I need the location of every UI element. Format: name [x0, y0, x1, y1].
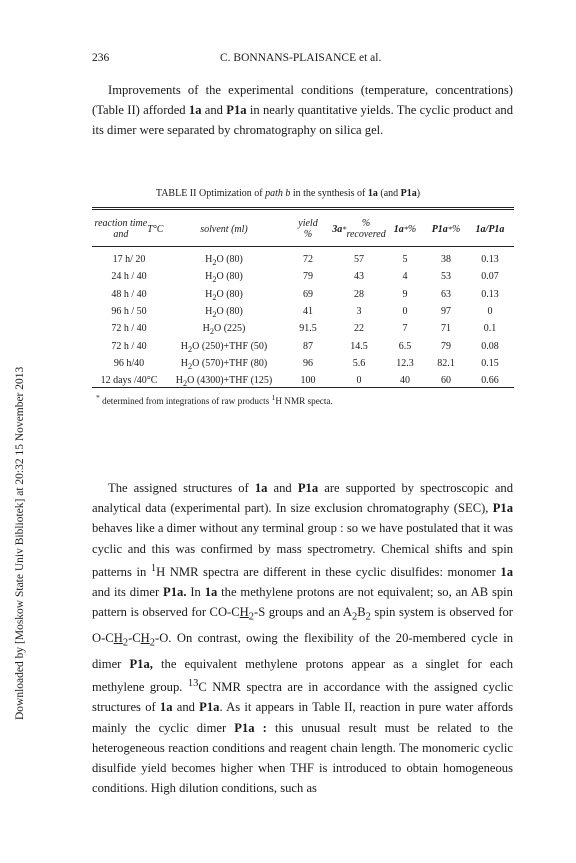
table-cell: 0.66 [481, 375, 499, 387]
table-cell: 71 [441, 323, 451, 335]
table-top-rule-double [92, 209, 514, 210]
table-cell: 17 h/ 20 [112, 254, 146, 265]
table-cell: 57 [354, 254, 364, 265]
table-caption: TABLE II Optimization of path b in the synthesis of 1a (and P1a) [155, 188, 421, 199]
table-cell: 0 [356, 375, 362, 387]
table-cell: 72 h / 40 [111, 340, 147, 352]
table-row [92, 319, 514, 338]
table-row [92, 250, 514, 269]
table-cell: $H_2O$ (225) [202, 323, 246, 337]
table-cell: 40 [400, 375, 410, 387]
table-cell: 87 [303, 340, 313, 352]
table-cell: 0.07 [481, 271, 499, 283]
table-cell: 0 [487, 305, 493, 317]
table-cell: $H_2O$ (80) [205, 305, 243, 319]
table-cell: 0.08 [481, 340, 499, 352]
table-cell: 14.5 [350, 340, 368, 352]
table-cell: $H_2O$ (80) [205, 271, 243, 285]
table-cell: 24 h / 40 [111, 271, 147, 283]
page-header [0, 52, 576, 68]
table-row [92, 354, 514, 373]
table-cell: 5 [402, 254, 408, 265]
table-cell: 79 [303, 271, 313, 283]
table-cell: 4 [402, 271, 408, 283]
column-header: 1a/P1a [475, 223, 505, 235]
table-header-row [92, 212, 514, 246]
table-cell: $H_2O$ (250)+THF (50) [180, 340, 268, 354]
column-header: 3a * % recovered [332, 218, 386, 240]
table-header-rule [92, 246, 514, 247]
table-cell: 38 [441, 254, 451, 265]
body-paragraph: The assigned structures of 1a and P1a are supported by spectroscopic and analytical data (experimental part). In size exclusion chromatography (SEC), P1a behaves like a dimer without any terminal group : so we have postulated that it was cyclic and this was confirmed by mass spectrometry. Chemical shifts and spin patterns in $^1$H NMR spectra are different in these cyclic disulfides: monomer 1a and its dimer P1a. In 1a the methylene protons are not equivalent; so, an AB spin pattern is observed for $CO-CH_2-S$ groups and an $A_2B_2$ spin system is observed for $O-CH_2-CH_2-O$. On contrast, owing the flexibility of the 20-membered cycle in dimer P1a, the equivalent methylene protons appear as a singlet for each methylene group. $^{13}$C NMR spectra are in accordance with the assigned cyclic structures of 1a and P1a. As it appears in Table II, reaction in pure water affords mainly the cyclic dimer P1a : this unusual result must be related to the heterogeneous reaction conditions and reagent chain length. The monomeric cyclic disulfide yield becomes higher when THF is introduced to obtain homogeneous conditions. High dilution conditions, such as [92, 481, 514, 796]
table-cell: 96 h/40 [113, 357, 145, 369]
table-cell: 60 [441, 375, 451, 387]
column-header: reaction time and T °C [94, 218, 164, 240]
table-cell: 7 [402, 323, 408, 335]
table-cell: 48 h / 40 [111, 288, 147, 300]
table-row [92, 302, 514, 321]
table-cell: 0 [402, 305, 408, 317]
download-watermark: Downloaded by [Moskow State Univ Bibliotek] at 20:32 15 November 2013 [14, 366, 26, 720]
running-title: C. BONNANS-PLAISANCE et al. [220, 52, 382, 64]
table-bottom-rule [92, 387, 514, 388]
table-cell: 0.13 [481, 288, 499, 300]
table-cell: 43 [354, 271, 364, 283]
column-header: P1a * % [431, 223, 461, 235]
table-cell: 63 [441, 288, 451, 300]
table-cell: $H_2O$ (80) [205, 254, 243, 267]
column-header: 1a * % [393, 223, 417, 235]
table-row [92, 267, 514, 286]
intro-paragraph: Improvements of the experimental conditions (temperature, concentrations) (Table II) afforded 1a and P1a in nearly quantitative yields. The cyclic product and its dimer were separated by chromatography on silica gel. [92, 83, 513, 138]
table-row [92, 285, 514, 304]
table-cell: 9 [402, 288, 408, 300]
table-cell: 12.3 [396, 357, 414, 369]
table-footnote: * determined from integrations of raw products $^1$H NMR specta. [96, 393, 333, 407]
column-header: solvent (ml) [200, 223, 248, 235]
table-cell: 41 [303, 305, 313, 317]
table-cell: 82.1 [437, 357, 455, 369]
table-cell: 97 [441, 305, 451, 317]
table-cell: 72 h / 40 [111, 323, 147, 335]
page-number: 236 [92, 52, 110, 64]
table-cell: 72 [303, 254, 313, 265]
table-cell: 91.5 [299, 323, 317, 335]
table-cell: 100 [300, 375, 316, 387]
table-cell: 22 [354, 323, 364, 335]
table-cell: 96 h / 50 [111, 305, 147, 317]
table-row [92, 337, 514, 356]
table-cell: 53 [441, 271, 451, 283]
table-cell: 28 [354, 288, 364, 300]
table-cell: $H_2O$ (570)+THF (80) [180, 357, 268, 371]
table-cell: 6.5 [398, 340, 412, 352]
table-cell: $H_2O$ (80) [205, 288, 243, 302]
table-cell: 0.15 [481, 357, 499, 369]
table-cell: 69 [303, 288, 313, 300]
table-cell: $H_2O$ (4300)+THF (125) [175, 375, 273, 389]
table-top-rule [92, 207, 514, 208]
column-header: yield % [298, 218, 318, 240]
table-cell: 79 [441, 340, 451, 352]
table-cell: 12 days /40°C [100, 375, 158, 387]
table-cell: 96 [303, 357, 313, 369]
table-cell: 0.13 [481, 254, 499, 265]
table-cell: 3 [356, 305, 362, 317]
table-cell: 5.6 [352, 357, 366, 369]
table-cell: 0.1 [483, 323, 497, 335]
